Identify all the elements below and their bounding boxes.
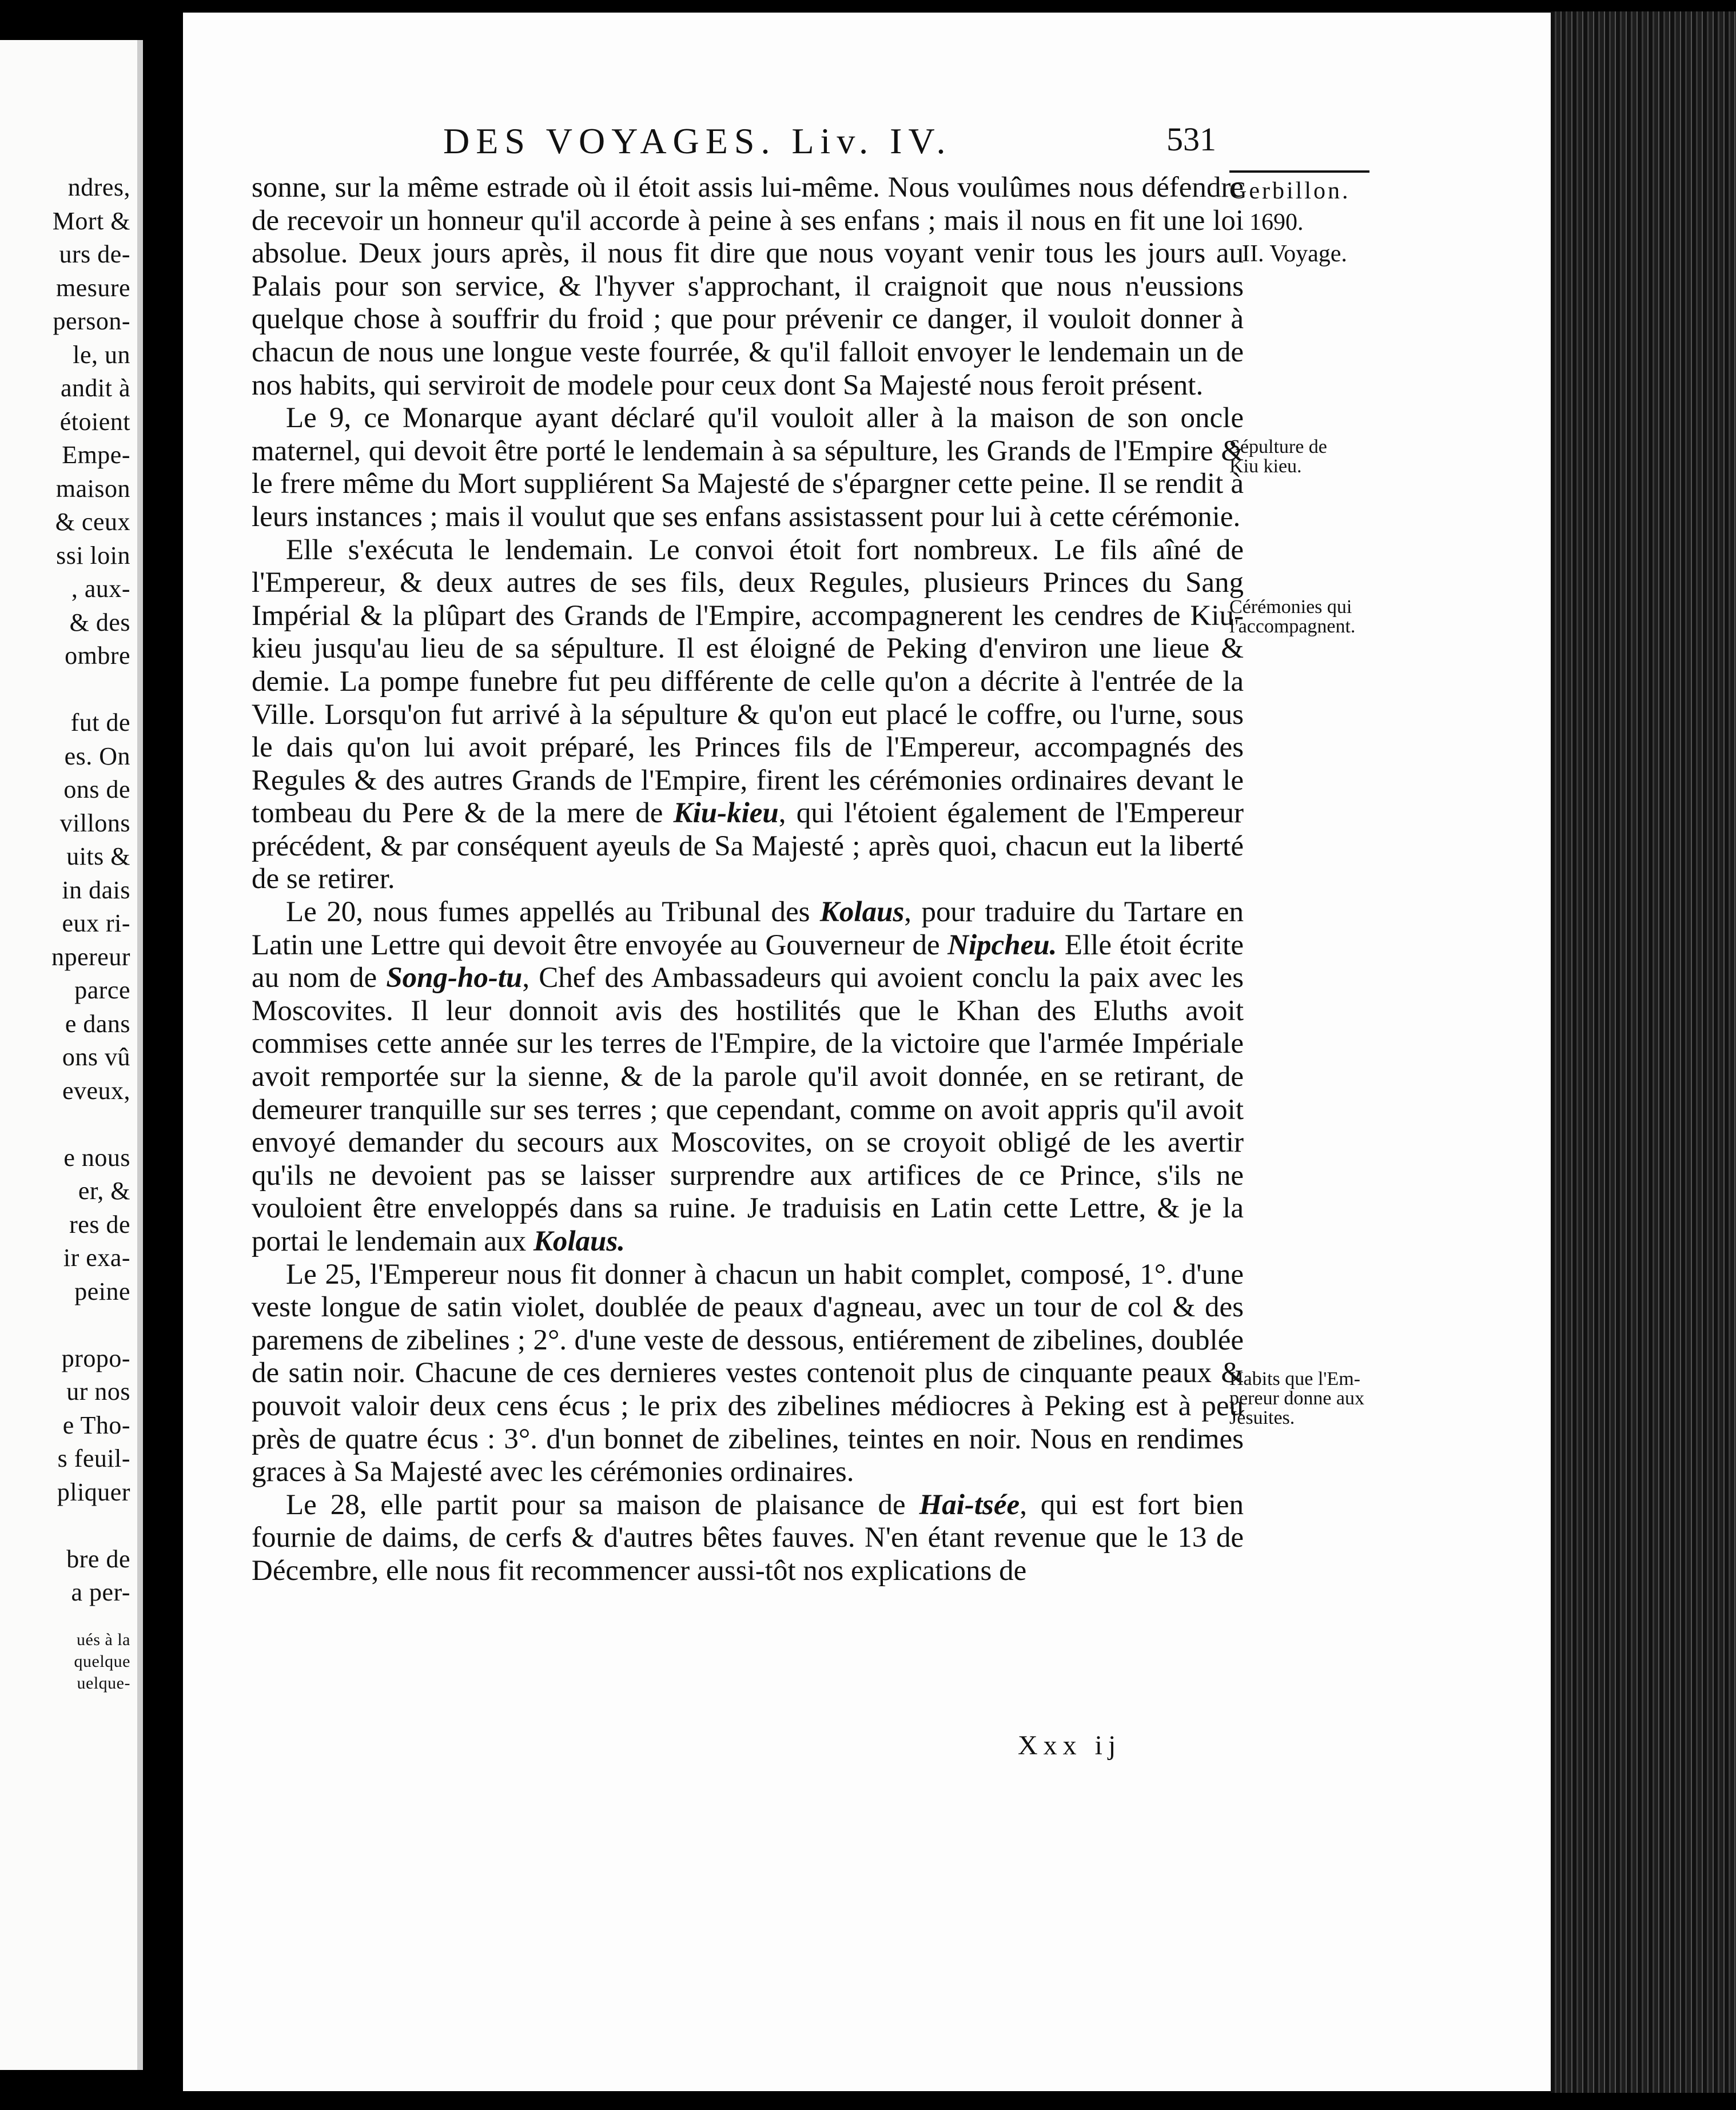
left-page-line: e Tho- <box>62 1411 130 1439</box>
left-page-line: peine <box>74 1277 130 1305</box>
name-kolaus: Kolaus <box>819 896 905 929</box>
margin-rule <box>1229 170 1369 173</box>
left-page-line: le, un <box>73 340 130 369</box>
sidenote-habits: Habits que l'Em- pereur donne aux Jésuites. <box>1229 1368 1365 1428</box>
paragraph: sonne, sur la même estrade où il étoit assis lui-même. Nous voulûmes nous défendre de recevoir un honneur qu'il accorde à peine à ses enfans ; mais il nous en fit une loi absolue. Deux jours après, il nous fit dire que nous voyant venir tous les jours au Palais pour son service, & l'hyver s'approchant, il craignoit que nous n'eussions quelque chose à souffrir du froid ; que pour prévenir ce danger, il vouloit donner à chacun de nous une longue veste fourrée, & qu'il falloit envoyer le lendemain un de nos habits, qui serviroit de modele pour ceux dont Sa Majesté nous feroit présent. <box>252 172 1244 401</box>
paragraph: Le 25, l'Empereur nous fit donner à chacun un habit complet, composé, 1°. d'une veste longue de satin violet, doublée de peaux d'agneau, avec un tour de col & des paremens de zibelines ; 2°. d'une veste de dessous, entiérement de zibelines, doublée de satin noir. Chacune de ces dernieres vestes contenoit plus de cinquante peaux & pouvoit valoir deux cens écus ; le prix des zibelines médiocres à Peking est à peu près de quatre écus : 3°. d'un bonnet de zibelines, teintes en noir. Nous en rendimes graces à Sa Majesté avec les cérémonies ordinaires. <box>252 1258 1244 1488</box>
left-page-line: villons <box>59 809 130 837</box>
left-page-note: quelque <box>74 1652 130 1671</box>
left-page-line: ons de <box>63 775 130 803</box>
left-page-line: maison <box>55 474 130 503</box>
left-page-line: , aux- <box>71 575 130 603</box>
left-page-line: andit à <box>60 374 130 402</box>
left-page-note: uelque- <box>77 1674 130 1693</box>
signature-mark: Xxx ij <box>1018 1730 1122 1761</box>
left-page-line: er, & <box>78 1177 130 1205</box>
left-page-line: person- <box>53 307 130 335</box>
left-page-line: & ceux <box>55 508 130 536</box>
left-page-line: & des <box>69 608 130 636</box>
left-page-line: e dans <box>65 1009 130 1038</box>
name-kolaus: Kolaus. <box>533 1225 625 1257</box>
left-page-line: e nous <box>63 1143 130 1172</box>
sidenote-voyage: II. Voyage. <box>1242 241 1347 267</box>
sidenote-ceremonies: Cérémonies qui l'accompagnent. <box>1229 596 1356 637</box>
body-text <box>252 172 1244 1588</box>
sidenote-year: 1690. <box>1249 209 1304 236</box>
left-page-line: parce <box>74 976 130 1004</box>
left-page-line: eveux, <box>62 1076 130 1105</box>
name-nipcheu: Nipcheu. <box>947 929 1057 961</box>
left-page-line: eux ri- <box>62 909 130 937</box>
left-page-line: uits & <box>66 842 130 870</box>
left-page-line: étoient <box>59 407 130 436</box>
left-page-line: ons vû <box>62 1043 130 1071</box>
paragraph: Le 20, nous fumes appellés au Tribunal des Kolaus, pour traduire du Tartare en Latin une Lettre qui devoit être envoyée au Gouverneur de Nipcheu. Elle étoit écrite au nom de Song-ho-tu, Chef des Ambassadeurs qui avoient conclu la paix avec les Moscovites. Il leur donnoit avis des hostilités que le Khan des Eluths avoit commises cette année sur les terres de l'Empire, de la victoire que l'armée Impériale avoit remportée sur la sienne, & de la parole qu'il avoit donnée, en se retirant, de demeurer tranquille sur ses terres ; que cependant, comme on avoit appris qu'il avoit envoyé demander du secours aux Moscovites, on se croyoit obligé de les avertir qu'ils ne devoient pas se laisser surprendre aux artifices de ce Prince, s'ils ne vouloient être enveloppés dans sa ruine. Je traduisis en Latin cette Lettre, & je la portai le lendemain aux Kolaus. <box>252 896 1244 1257</box>
left-page-line: fut de <box>70 708 130 736</box>
left-page-line: es. On <box>64 742 130 770</box>
left-page-line: ombre <box>65 642 130 670</box>
left-page-line: Mort & <box>52 206 130 235</box>
sidenote-author: Gerbillon. <box>1229 178 1351 204</box>
paragraph: Le 9, ce Monarque ayant déclaré qu'il vouloit aller à la maison de son oncle maternel, qui devoit être porté le lendemain à sa sépulture, les Grands de l'Empire & le frere même du Mort suppliérent Sa Majesté de s'épargner cette peine. Il se rendit à leurs instances ; mais il voulut que ses enfans assistassent pour lui à cette cérémonie. <box>252 402 1244 533</box>
sidenote-sepulture: Sépulture de Kiu kieu. <box>1229 436 1327 477</box>
paragraph: Le 28, elle partit pour sa maison de plaisance de Hai-tsée, qui est fort bien fournie de daims, de cerfs & d'autres bêtes fauves. N'en étant revenue que le 13 de Décembre, elle nous fit recommencer aussi-tôt nos explications de <box>252 1488 1244 1587</box>
name-song-ho-tu: Song-ho-tu <box>386 962 523 994</box>
left-page-line: Empe- <box>62 441 130 469</box>
left-page-note: ués à la <box>77 1630 130 1649</box>
book-fore-edge <box>1551 11 1736 2093</box>
left-page-line: in dais <box>62 875 130 904</box>
page-number: 531 <box>1166 121 1216 158</box>
left-page-line: bre de <box>66 1544 130 1573</box>
left-page-line: res de <box>69 1210 130 1239</box>
left-page-line: a per- <box>71 1578 130 1606</box>
left-facing-page <box>0 40 143 2070</box>
left-page-line: ssi loin <box>56 541 130 570</box>
left-page-line: ir exa- <box>63 1244 130 1272</box>
running-header: DES VOYAGES. Liv. IV. <box>443 121 952 161</box>
left-page-line: s feuil- <box>57 1444 130 1472</box>
left-page-line: ur nos <box>66 1378 130 1406</box>
left-page-line: propo- <box>61 1344 130 1372</box>
name-kiu-kieu: Kiu-kieu <box>673 797 779 830</box>
left-page-line: ndres, <box>67 173 130 201</box>
left-page-line: mesure <box>55 273 130 302</box>
paragraph: Elle s'exécuta le lendemain. Le convoi étoit fort nombreux. Le fils aîné de l'Empereur, & deux autres de ses fils, deux Regules, plusieurs Princes du Sang Impérial & la plûpart des Grands de l'Empire, accompagnerent les cendres de Kiu-kieu jusqu'au lieu de sa sépulture. Il est éloigné de Peking d'environ une lieue & demie. La pompe funebre fut peu différente de celle qu'on a décrite à l'entrée de la Ville. Lorsqu'on fut arrivé à la sépulture & qu'on eut placé le coffre, ou l'urne, sous le dais qu'on lui avoit préparé, les Princes fils de l'Empereur, accompagnés des Regules & des autres Grands de l'Empire, firent les cérémonies ordinaires devant le tombeau du Pere & de la mere de Kiu-kieu, qui l'étoient également de l'Empereur précédent, & par conséquent ayeuls de Sa Majesté ; après quoi, chacun eut la liberté de se retirer. <box>252 534 1244 895</box>
left-page-line: pliquer <box>57 1478 130 1506</box>
left-page-line: urs de- <box>59 240 130 268</box>
name-hai-tsee: Hai-tsée <box>919 1488 1020 1521</box>
left-page-line: npereur <box>51 942 130 971</box>
